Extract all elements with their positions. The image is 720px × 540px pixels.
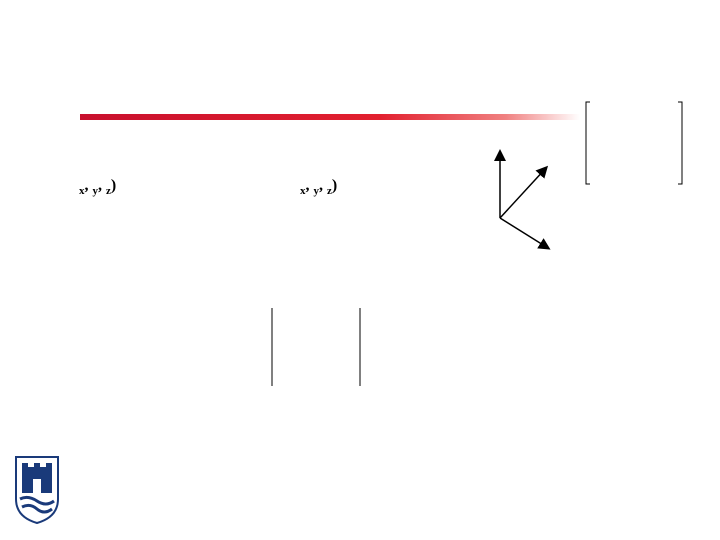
determinant-formula [210,304,370,388]
title-underline [80,114,580,120]
u-definition: $_x$, $_y$, $_z$) [79,177,117,198]
cross-product-components-formula [528,98,688,188]
university-shield-logo [14,455,60,525]
u-arrow [500,218,548,248]
v-definition: $_x$, $_y$, $_z$) [300,177,338,198]
